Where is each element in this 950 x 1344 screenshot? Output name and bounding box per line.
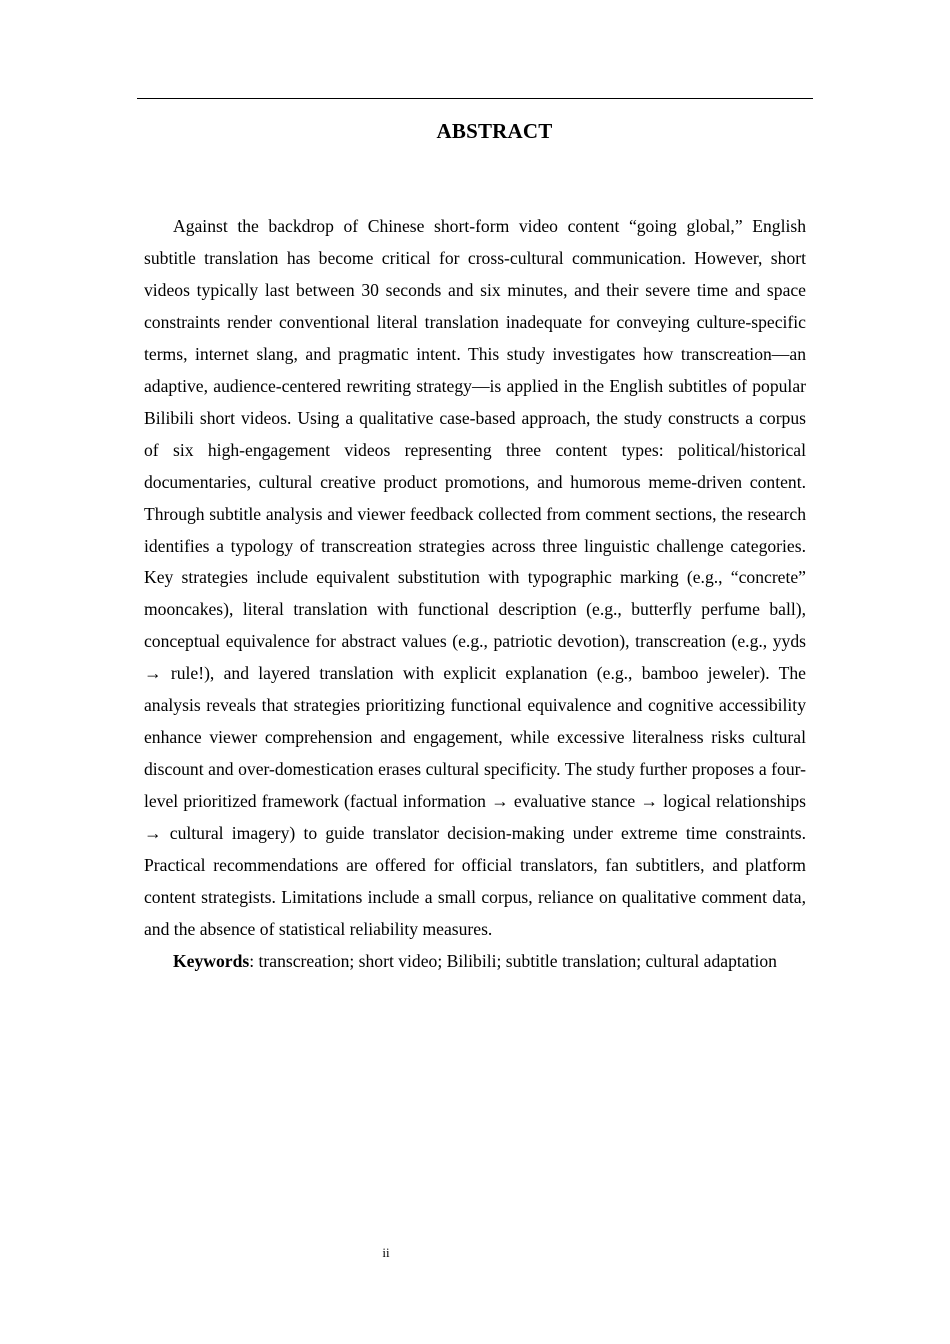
abstract-paragraph: Against the backdrop of Chinese short-form video content “going global,” English subtitle translation has become critical for cross-cultural communication. However, short videos typically last between 30 seconds and six minutes, and their severe time and space constraints render conventional literal translation inadequate for conveying culture-specific terms, internet slang, and pragmatic intent. This study investigates how transcreation—an adaptive, audience-centered rewriting strategy—is applied in the English subtitles of popular Bilibili short videos. Using a qualitative case-based approach, the study constructs a corpus of six high-engagement videos representing three content types: political/historical documentaries, cultural creative product promotions, and humorous meme-driven content. Through subtitle analysis and viewer feedback collected from comment sections, the research identifies a typology of transcreation strategies across three linguistic challenge categories. Key strategies include equivalent substitution with typographic marking (e.g., “concrete” mooncakes), literal translation with functional description (e.g., butterfly perfume ball), conceptual equivalence for abstract values (e.g., patriotic devotion), transcreation (e.g., yyds → rule!), and layered translation with explicit explanation (e.g., bamboo jeweler). The analysis reveals that strategies prioritizing functional equivalence and cognitive accessibility enhance viewer comprehension and engagement, while excessive literalness risks cultural discount and over-domestication erases cultural specificity. The study further proposes a four-level prioritized framework (factual information → evaluative stance → logical relationships → cultural imagery) to guide translator decision-making under extreme time constraints. Practical recommendations are offered for official translators, fan subtitlers, and platform content strategists. Limitations include a small corpus, reliance on qualitative comment data, and the absence of statistical reliability measures. [144, 216, 806, 939]
keywords-list: : transcreation; short video; Bilibili; subtitle translation; cultural adaptation [249, 950, 777, 971]
page-number: ii [382, 1245, 390, 1260]
keywords-paragraph [144, 946, 806, 978]
header-rule [137, 98, 813, 99]
page-title: ABSTRACT [436, 119, 553, 143]
keywords-label: Keywords [173, 950, 250, 971]
abstract-body [144, 211, 806, 978]
